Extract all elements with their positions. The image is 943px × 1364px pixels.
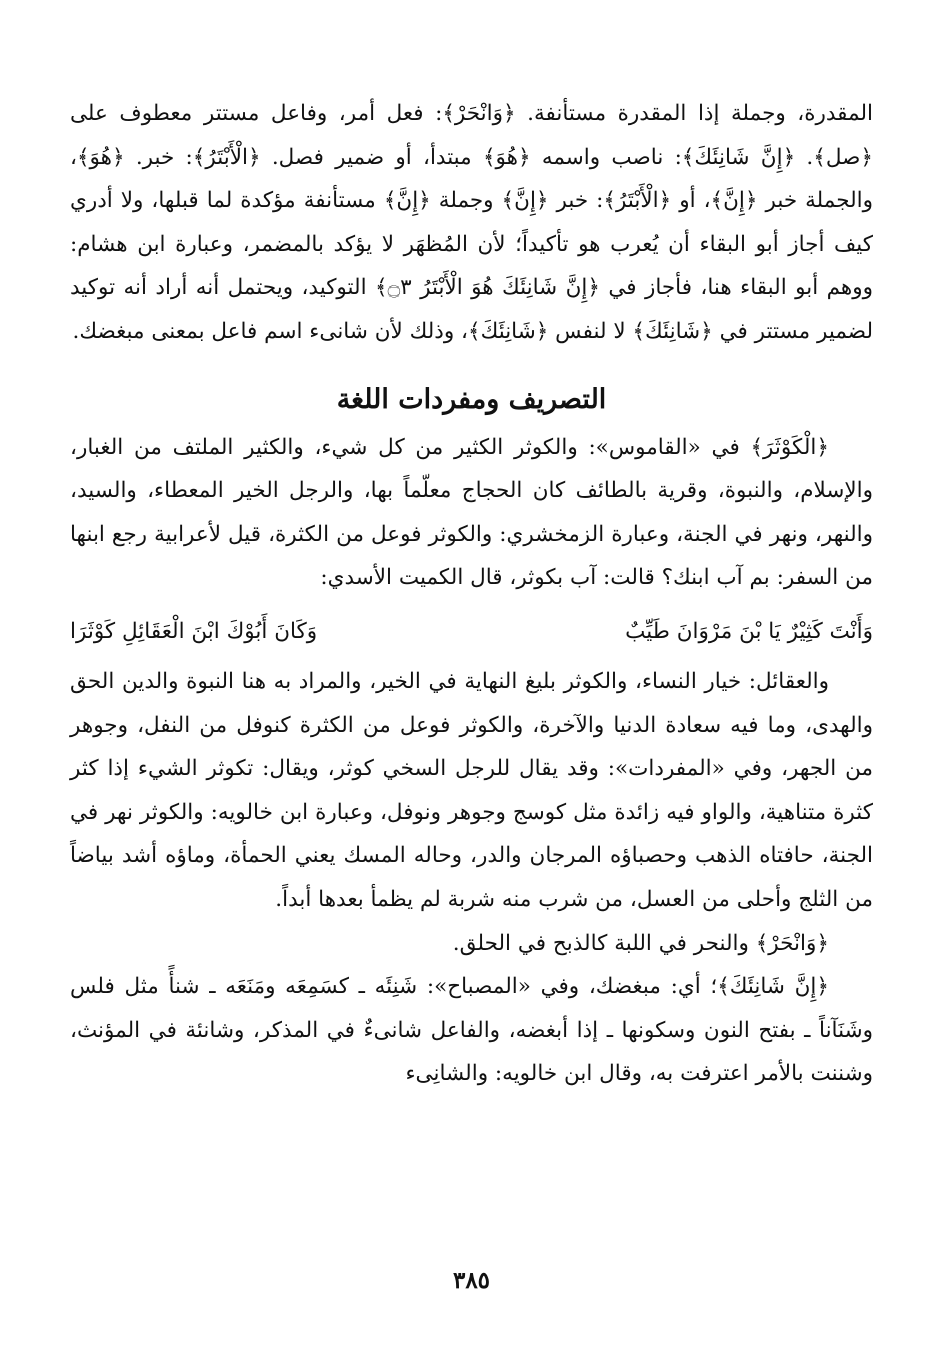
poetry-verse xyxy=(70,610,873,654)
page-number: ٣٨٥ xyxy=(452,1267,491,1294)
shaniak-paragraph: ﴿إِنَّ شَانِئَكَ﴾؛ أي: مبغضك، وفي «المصباح»: شَنِئَه ـ كسَمِعَه ومَنَعَه ـ شنأً مثل فلس وشَنَآناً ـ بفتح النون وسكونها ـ إذا أبغضه، والفاعل شانىءٌ في المذكر، وشانئة في المؤنث، وشننت بالأمر اعترفت به، وقال ابن خالويه: والشانِىء xyxy=(70,974,873,1087)
intro-paragraph: المقدرة، وجملة إذا المقدرة مستأنفة. ﴿وَانْحَرْ﴾: فعل أمر، وفاعل مستتر معطوف على ﴿صل﴾. ﴿إِنَّ شَانِئَكَ﴾: ناصب واسمه ﴿هُوَ﴾ مبتدأ، أو ضمير فصل. ﴿الْأَبْتَرُ﴾: خبر. ﴿هُوَ﴾، والجملة خبر ﴿إِنَّ﴾، أو ﴿الْأَبْتَرُ﴾: خبر ﴿إِنَّ﴾ وجملة ﴿إِنَّ﴾ مستأنفة مؤكدة لما قبلها، ولا أدري كيف أجاز أبو البقاء أن يُعرب هو تأكيداً؛ لأن المُظهَر لا يؤكد بالمضمر، وعبارة ابن هشام: ووهم أبو البقاء هنا، فأجاز في ﴿إِنَّ شَانِئَكَ هُوَ الْأَبْتَرُ ۝٣﴾ التوكيد، ويحتمل أنه أراد أنه توكيد لضمير مستتر في ﴿شَانِئَكَ﴾ لا لنفس ﴿شَانِئَكَ﴾، وذلك لأن شانىء اسم فاعل بمعنى مبغضك. xyxy=(70,101,873,344)
nahr-paragraph: ﴿وَانْحَرْ﴾ والنحر في اللبة كالذبح في الحلق. xyxy=(452,930,829,956)
aqaail-paragraph: والعقائل: خيار النساء، والكوثر بليغ النهاية في الخير، والمراد به هنا النبوة والدين الحق والهدى، وما فيه سعادة الدنيا والآخرة، والكوثر فوعل من الكثرة كنوفل من النفل، وجوهر من الجهر، وفي «المفردات»: وقد يقال للرجل السخي كوثر، ويقال: تكوثر الشيء إذا كثر كثرة متناهية، والواو فيه زائدة مثل كوسج وجوهر ونوفل، وعبارة ابن خالويه: والكوثر نهر في الجنة، حافتاه الذهب وحصباؤه المرجان والدر، وحاله المسك يعني الحمأة، وماؤه أشد بياضاً من الثلج وأحلى من العسل، من شرب منه شربة لم يظمأ بعدها أبداً. xyxy=(70,668,873,912)
kawthar-paragraph: ﴿الْكَوْثَرَ﴾ في «القاموس»: والكوثر الكثير من كل شيء، والكثير الملتف من الغبار، والإسلام، والنبوة، وقرية بالطائف كان الحجاج معلّماً بها، والرجل الخير المعطاء، والسيد، والنهر، ونهر في الجنة، وعبارة الزمخشري: والكوثر فوعل من الكثرة، قيل لأعرابية رجع ابنها من السفر: بم آب ابنك؟ قالت: آب بكوثر، قال الكميت الأسدي: xyxy=(70,434,873,591)
verse-hemistich-right: وَأَنْتَ كَثِيْرٌ يَا بْنَ مَرْوَانَ طَيِّبٌ xyxy=(625,618,873,644)
section-heading: التصريف ومفردات اللغة xyxy=(336,383,607,415)
verse-hemistich-left: وَكَانَ أَبُوْكَ ابْنَ الْعَقَائِلِ كَوْثَرَا xyxy=(70,618,318,644)
